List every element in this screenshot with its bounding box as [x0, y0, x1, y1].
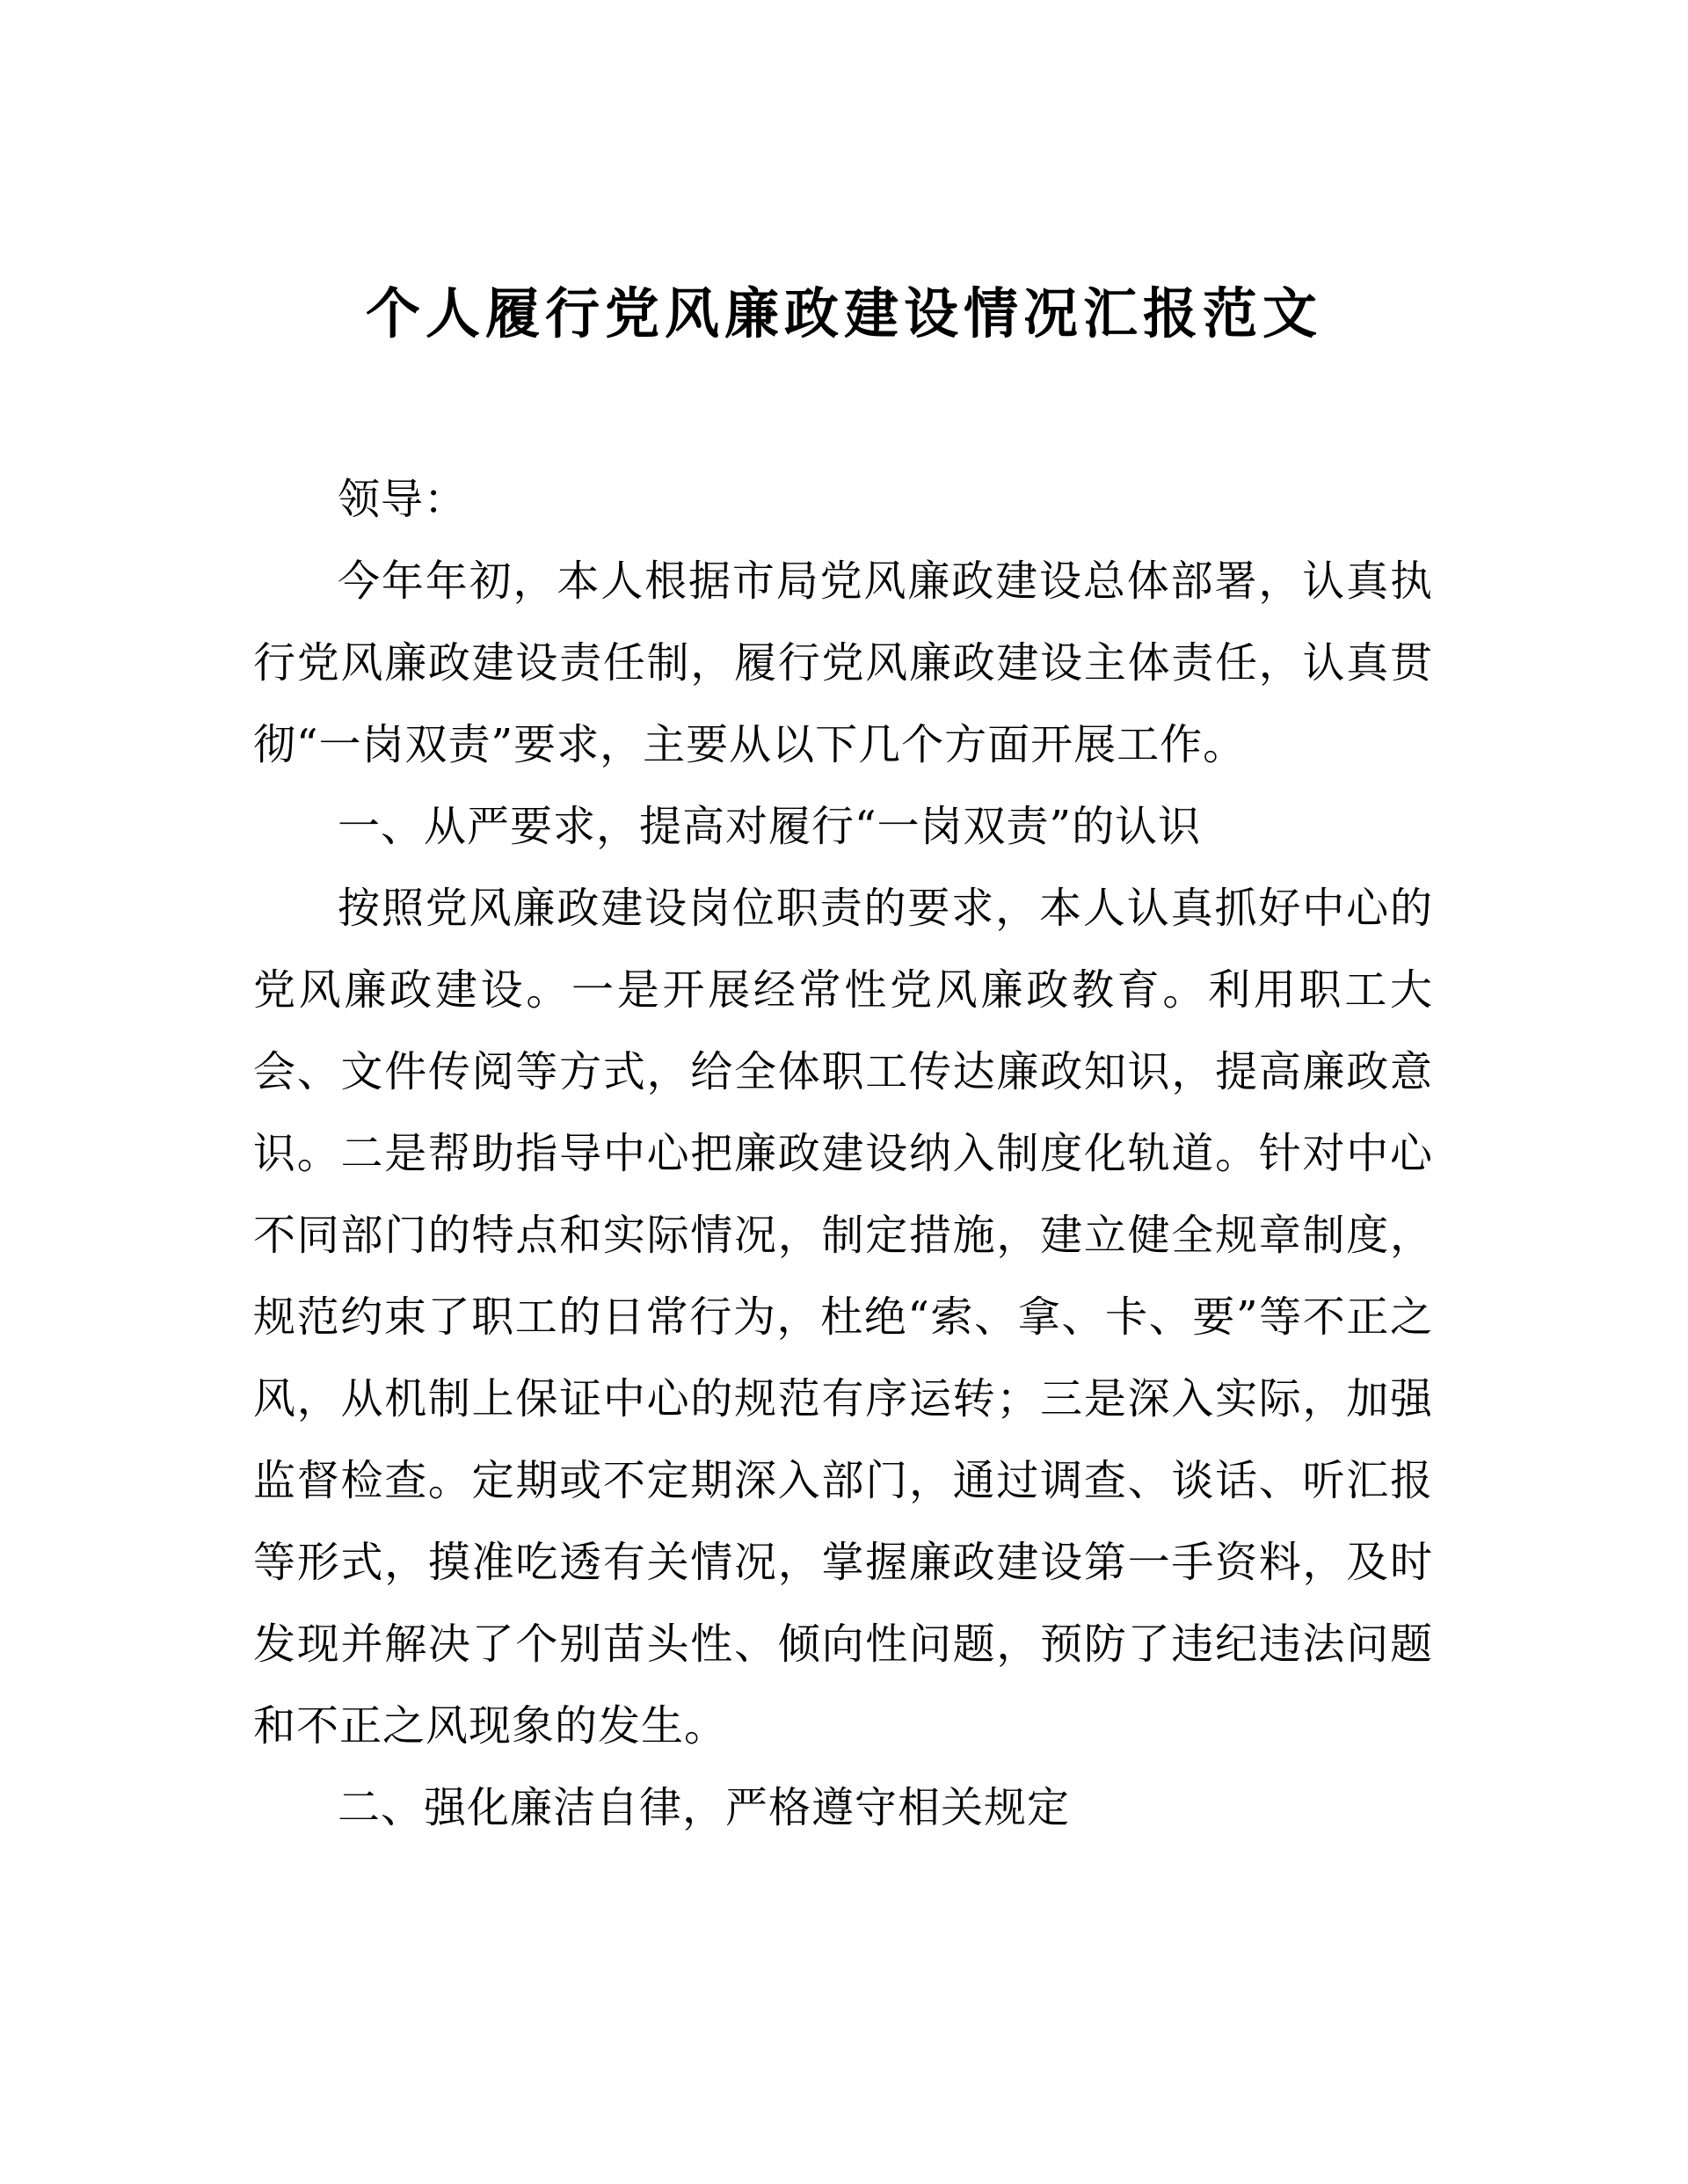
salutation-paragraph: 领导： [338, 475, 468, 524]
section-2-heading: 二、强化廉洁自律，严格遵守相关规定 [338, 1783, 1071, 1832]
section-1-body-paragraph: 按照党风廉政建设岗位职责的要求，本人认真抓好中心的党风廉政建设。一是开展经常性党风廉政教育。利用职工大会、文件传阅等方式，给全体职工传达廉政知识，提高廉政意识。二是帮助指导中心把廉政建设纳入制度化轨道。针对中心不同部门的特点和实际情况，制定措施，建立健全规章制度，规范约束了职工的日常行为，杜绝“索、拿、卡、要”等不正之风，从机制上保证中心的规范有序运转；三是深入实际，加强监督检查。定期或不定期深入部门，通过调查、谈话、听汇报等形式，摸准吃透有关情况，掌握廉政建设第一手资料，及时发现并解决了个别苗头性、倾向性问题，预防了违纪违法问题和不正之风现象的发生。 [253, 884, 1433, 1751]
document-title: 个人履行党风廉政建设情况汇报范文 [365, 281, 1322, 346]
intro-paragraph: 今年年初，本人根据市局党风廉政建设总体部署，认真执行党风廉政建设责任制，履行党风廉政建设主体责任，认真贯彻“一岗双责”要求，主要从以下几个方面开展工作。 [253, 557, 1433, 769]
section-1-heading: 一、从严要求，提高对履行“一岗双责”的认识 [338, 802, 1202, 851]
document-body [253, 459, 1433, 1849]
